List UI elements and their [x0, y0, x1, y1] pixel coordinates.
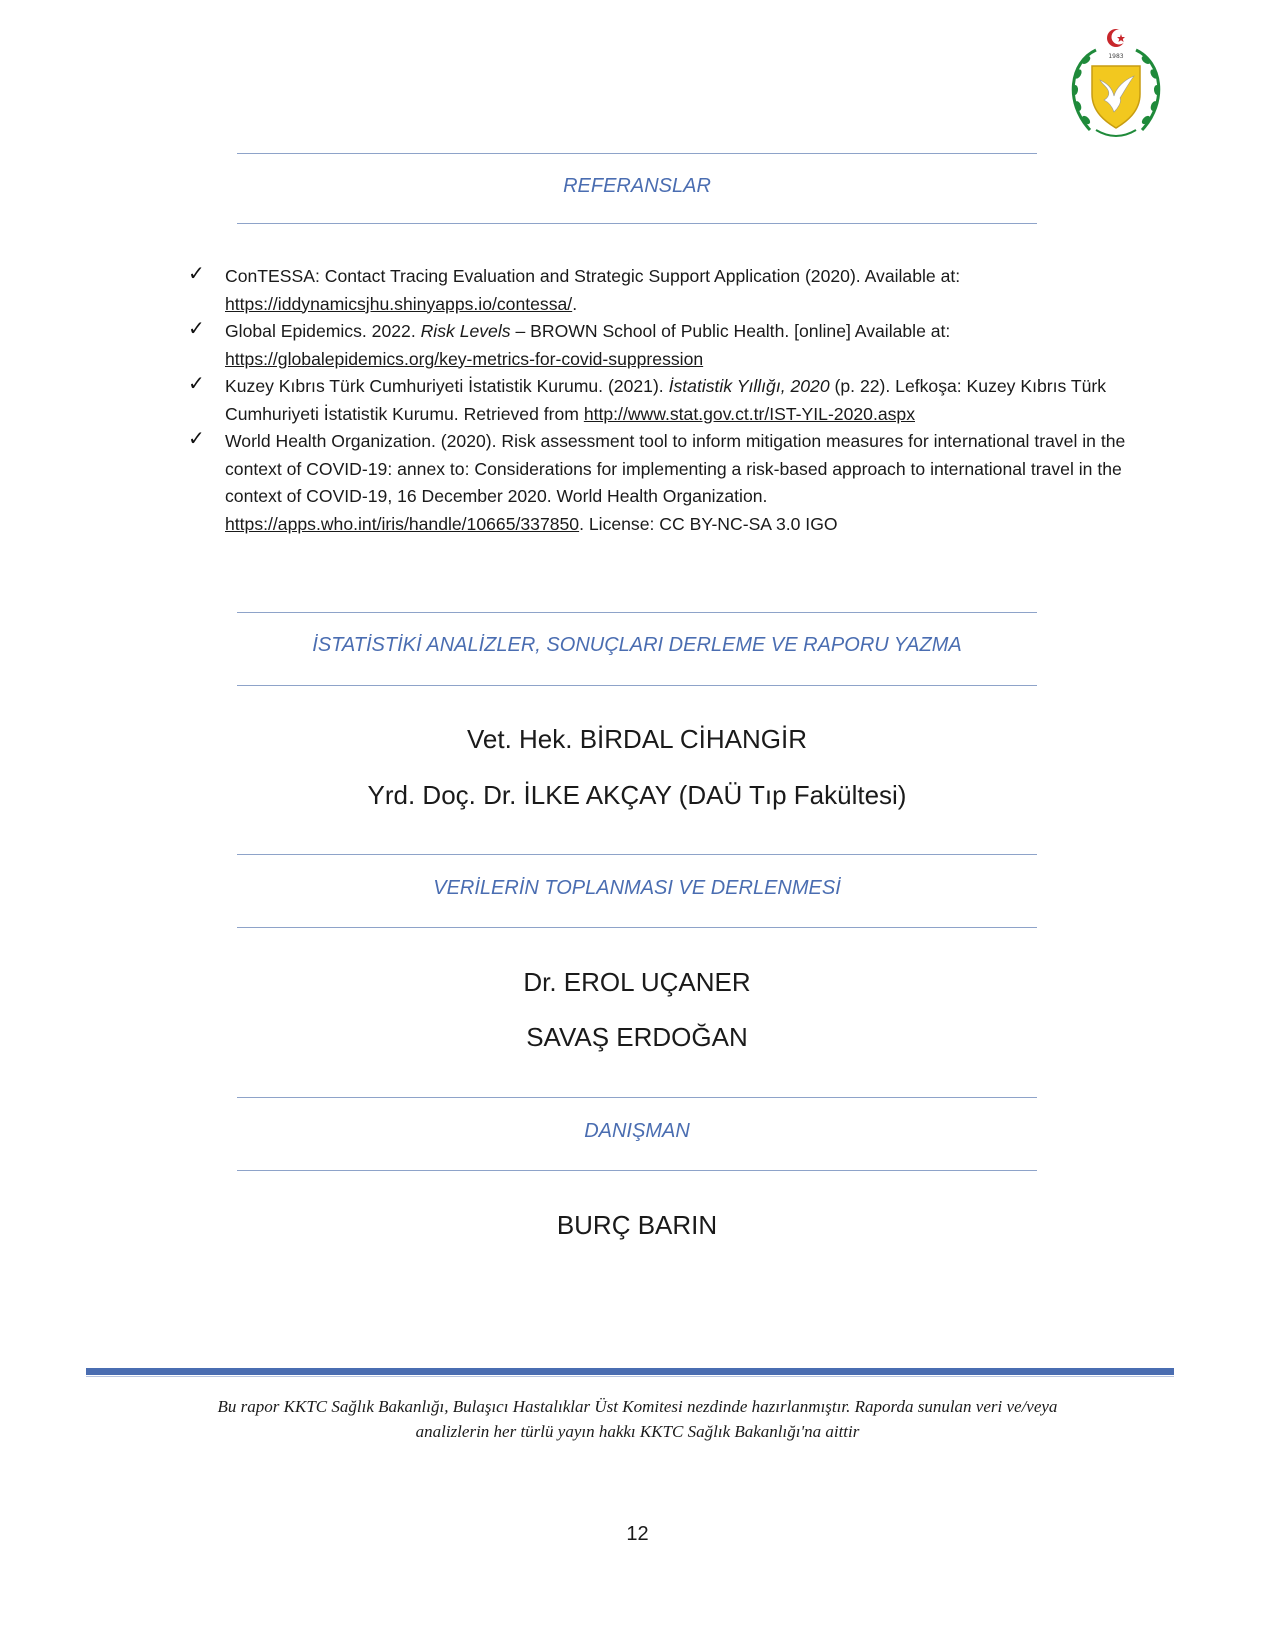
reference-text-mid: – BROWN School of Public Health. [online] Available at: — [510, 321, 951, 341]
person-name: SAVAŞ ERDOĞAN — [526, 1022, 748, 1052]
checkmark-icon: ✓ — [188, 261, 205, 285]
checkmark-icon: ✓ — [188, 371, 205, 395]
section-rule-top-analysis — [237, 612, 1037, 613]
wreath-base-icon — [1096, 130, 1136, 136]
person-name: Vet. Hek. BİRDAL CİHANGİR — [466, 724, 808, 754]
section-title-references: REFERANSLAR — [563, 175, 711, 197]
footer-note-line-2: analizlerin her türlü yayın hakkı KKTC Sağlık Bakanlığı'na aittir — [415, 1422, 860, 1441]
person-name: BURÇ BARIN — [556, 1210, 718, 1240]
kktc-emblem — [1056, 22, 1176, 146]
reference-item-3 — [188, 373, 1128, 428]
section-rule-top-advisor — [237, 1097, 1037, 1098]
reference-text: ConTESSA: Contact Tracing Evaluation and Strategic Support Application (2020). Available at: — [225, 266, 961, 286]
reference-text-end: . License: CC BY-NC-SA 3.0 IGO — [579, 513, 838, 534]
section-rule-bottom-references — [237, 223, 1037, 224]
footer-note-line-1: Bu rapor KKTC Sağlık Bakanlığı, Bulaşıcı Hastalıklar Üst Komitesi nezdinde hazırlanmıştır. Raporda sunulan veri ve/veya — [217, 1397, 1058, 1416]
reference-item-2 — [188, 318, 1128, 373]
reference-link[interactable]: https://apps.who.int/iris/handle/10665/337850 — [225, 513, 580, 534]
checkmark-icon: ✓ — [188, 426, 205, 450]
section-rule-top-data-collection — [237, 854, 1037, 855]
reference-item-1 — [188, 263, 1128, 318]
reference-text: World Health Organization. (2020). Risk assessment tool to inform mitigation measures for international travel in the context of COVID-19: annex to: Considerations for implementing a risk-based approach to international travel in the context of COVID-19, 16 December 2020. World Health Organization. — [225, 431, 1126, 506]
reference-title: Risk Levels — [420, 321, 511, 341]
footer-divider-shadow — [86, 1376, 1174, 1377]
section-rule-bottom-data-collection — [237, 927, 1037, 928]
reference-text-mid: (p. 22). Lefkoşa: Kuzey Kıbrıs Türk Cumhuriyeti İstatistik Kurumu. Retrieved from — [225, 376, 1107, 424]
crescent-star-icon — [1107, 29, 1127, 47]
reference-text: Global Epidemics. 2022. — [225, 321, 421, 341]
section-title-data-collection: VERİLERİN TOPLANMASI VE DERLENMESİ — [433, 877, 841, 899]
footer-divider — [86, 1368, 1174, 1375]
section-rule-top-references — [237, 153, 1037, 154]
section-rule-bottom-advisor — [237, 1170, 1037, 1171]
person-name: Yrd. Doç. Dr. İLKE AKÇAY (DAÜ Tıp Fakültesi) — [367, 780, 907, 810]
section-title-advisor: DANIŞMAN — [584, 1120, 690, 1142]
reference-text-end: . — [572, 293, 578, 314]
reference-link[interactable]: https://globalepidemics.org/key-metrics-for-covid-suppression — [225, 348, 704, 369]
checkmark-icon: ✓ — [188, 316, 205, 340]
reference-title: İstatistik Yıllığı, 2020 — [668, 376, 830, 396]
reference-link[interactable]: https://iddynamicsjhu.shinyapps.io/contessa/ — [225, 293, 573, 314]
page-number: 12 — [626, 1523, 649, 1545]
footer-note — [150, 1394, 1125, 1444]
reference-item-4 — [188, 428, 1128, 538]
section-title-analysis: İSTATİSTİKİ ANALİZLER, SONUÇLARI DERLEME VE RAPORU YAZMA — [312, 634, 962, 656]
reference-text: Kuzey Kıbrıs Türk Cumhuriyeti İstatistik Kurumu. (2021). — [225, 376, 669, 396]
section-rule-bottom-analysis — [237, 685, 1037, 686]
emblem-year: 1983 — [1108, 53, 1124, 60]
reference-link[interactable]: http://www.stat.gov.ct.tr/IST-YIL-2020.aspx — [583, 403, 915, 424]
references-list — [188, 263, 1128, 538]
person-name: Dr. EROL UÇANER — [523, 967, 751, 997]
